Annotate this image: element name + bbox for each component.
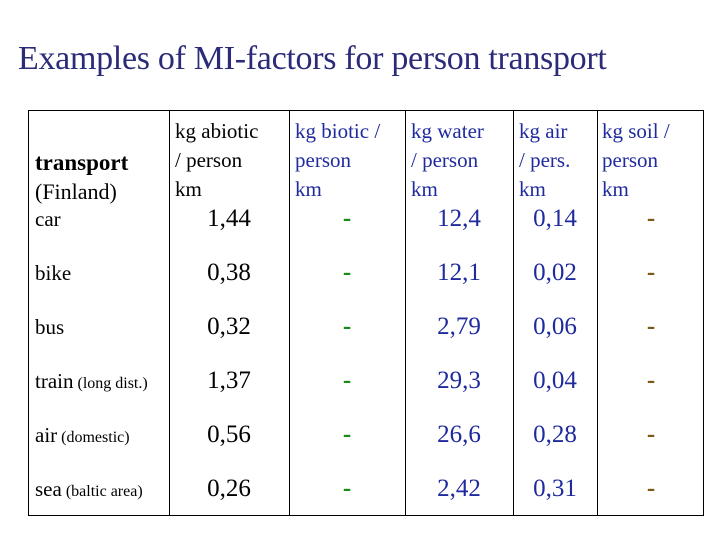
table-cell: 12,4 [437,205,481,232]
table-cell: - [342,205,352,232]
table-cell: 2,42 [437,475,481,502]
table-cell: 0,06 [533,313,577,340]
table-cell: - [646,205,656,232]
row-label-main: train [35,369,74,393]
row-label [35,423,130,448]
header-water: kg water / person km [411,119,484,201]
row-label-main: sea [35,477,62,501]
row-label-detail: (long dist.) [73,375,148,392]
table-cell: 12,1 [437,259,481,286]
row-label [35,261,71,286]
header-biotic: kg biotic / person km [295,119,381,201]
slide-title: Examples of MI-factors for person transport [18,40,607,77]
header-soil: kg soil / person km [602,119,670,201]
header-air: kg air / pers. km [519,119,571,201]
table-cell: - [646,259,656,286]
table-cell: 2,79 [437,313,481,340]
table-cell: 1,37 [207,367,251,394]
table-cell: 0,32 [207,313,251,340]
table-cell: - [342,313,352,340]
row-label [35,315,64,340]
row-label-main: air [35,423,58,447]
table-cell: 0,02 [533,259,577,286]
row-label [35,207,61,232]
table-cell: - [342,259,352,286]
mi-factors-table [28,110,704,516]
row-label [35,477,143,502]
table-cell: 0,04 [533,367,577,394]
table-cell: - [646,475,656,502]
row-label-detail: (domestic) [57,429,130,446]
row-label-main: car [35,207,61,231]
row-label-main: bike [35,261,72,285]
row-label [35,369,148,394]
table-cell: 0,28 [533,421,577,448]
table-cell: 1,44 [207,205,251,232]
header-transport-sub: (Finland) [35,179,117,204]
table-cell: 0,56 [207,421,251,448]
table-cell: 0,38 [207,259,251,286]
table-cell: - [342,475,352,502]
table-cell: - [342,367,352,394]
table-cell: - [646,313,656,340]
table-cell: 0,14 [533,205,577,232]
table-cell: - [646,367,656,394]
row-label-detail: (baltic area) [61,483,143,500]
table-cell: - [342,421,352,448]
table-cell: 26,6 [437,421,481,448]
table-cell: 29,3 [437,367,481,394]
header-transport-label: transport [35,150,129,175]
header-abiotic: kg abiotic / person km [175,119,259,201]
table-cell: 0,31 [533,475,577,502]
table-cell: - [646,421,656,448]
table-cell: 0,26 [207,475,251,502]
row-label-main: bus [35,315,65,339]
